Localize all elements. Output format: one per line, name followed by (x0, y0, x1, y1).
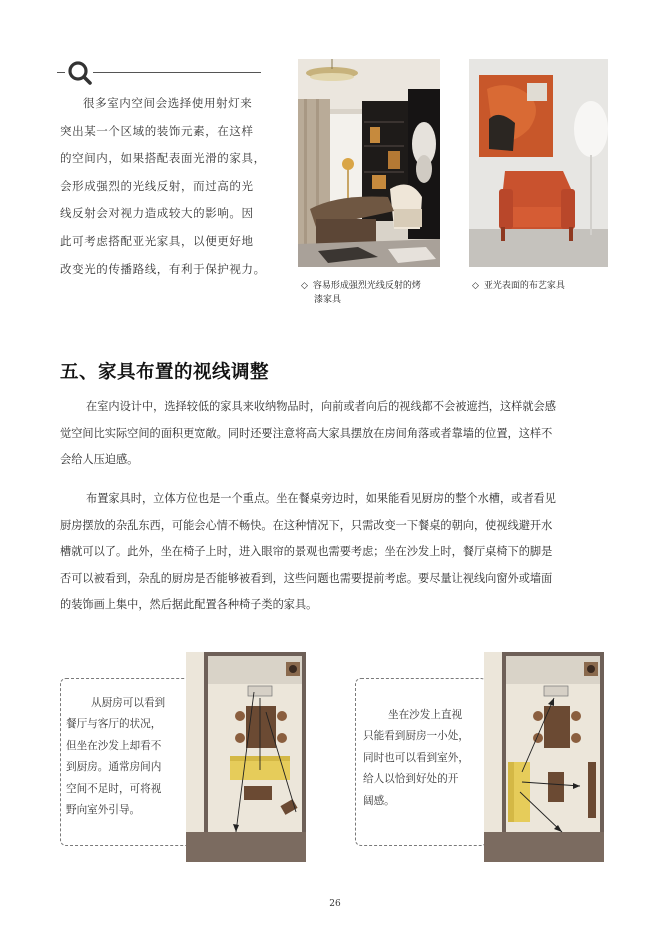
tip-line: 此可考虑搭配亚光家具，以便更好地 (60, 233, 254, 248)
callout-line: 只能看到厨房一小处， (363, 730, 469, 743)
tip-line: 会形成强烈的光线反射，而过高的光 (60, 178, 254, 193)
tip-line: 改变光的传播路线，有利于保护视力。 (60, 261, 266, 276)
tip-text (60, 90, 266, 283)
section-title: 五、家具布置的视线调整 (60, 362, 270, 383)
floor-plan-1 (186, 652, 306, 862)
paragraph-line: 厨房摆放的杂乱东西，可能会心情不畅快。在这种情况下，只需改变一下餐桌的朝向，使视线避开水 (60, 518, 553, 532)
callout-line: 餐厅与客厅的状况， (66, 718, 162, 731)
photo-caption-lacquer (301, 279, 451, 307)
paragraph-1 (60, 394, 615, 474)
caption-line: 容易形成强烈光线反射的烤 (312, 281, 421, 291)
page-number: 26 (329, 899, 341, 909)
photo-fabric-armchair (469, 59, 608, 267)
paragraph-line: 槽就可以了。此外，坐在椅子上时，进入眼帘的景观也需要考虑；坐在沙发上时，餐厅桌椅下的脚是 (60, 545, 553, 558)
callout-line: 从厨房可以看到 (91, 697, 166, 709)
paragraph-line: 布置家具时，立体方位也是一个重点。坐在餐桌旁边时，如果能看见厨房的整个水槽，或者看见 (86, 492, 556, 505)
paragraph-line: 在室内设计中，选择较低的家具来收纳物品时，向前或者向后的视线都不会被遮挡，这样就会感 (86, 400, 556, 413)
callout-line: 坐在沙发上直视 (388, 709, 463, 721)
tip-line: 突出某一个区域的装饰元素，在这样 (60, 123, 254, 138)
diamond-bullet-icon: ◇ (301, 281, 308, 291)
callout-line: 给人以恰到好处的开 (363, 773, 459, 786)
caption-line: 亚光表面的布艺家具 (483, 281, 565, 291)
callout-line: 空间不足时，可将视 (66, 782, 162, 795)
caption-line: 漆家具 (314, 295, 342, 305)
tip-header (57, 60, 262, 86)
callout-line: 同时也可以看到室外， (363, 751, 469, 764)
paragraph-2 (60, 486, 615, 619)
paragraph-line: 否可以被看到，杂乱的厨房是否能够被看到，这些问题也需要提前考虑。要尽量让视线向窗外或墙面 (60, 571, 553, 585)
photo-caption-fabric (472, 279, 622, 293)
magnifier-icon (67, 60, 93, 86)
tip-header-dash (57, 72, 65, 73)
callout-line: 到厨房。通常房间内 (66, 761, 162, 774)
callout-text-2 (363, 705, 469, 812)
diamond-bullet-icon: ◇ (472, 281, 479, 291)
photo-lacquer-furniture (298, 59, 440, 267)
paragraph-line: 的装饰画上集中，然后据此配置各种椅子类的家具。 (60, 598, 318, 611)
paragraph-line: 会给人压迫感。 (60, 453, 139, 466)
tip-line: 线反射会对视力造成较大的影响。因 (60, 206, 254, 221)
tip-line: 很多室内空间会选择使用射灯来 (83, 96, 253, 110)
callout-line: 野向室外引导。 (66, 804, 141, 817)
tip-header-rule (93, 72, 261, 73)
paragraph-line: 觉空间比实际空间的面积更宽敞。同时还要注意将高大家具摆放在房间角落或者靠墙的位置，这样不 (60, 426, 553, 440)
callout-text-1 (66, 693, 165, 821)
floor-plan-2 (484, 652, 604, 862)
callout-line: 阔感。 (363, 794, 395, 807)
tip-line: 的空间内，如果搭配表面光滑的家具， (60, 151, 266, 166)
callout-line: 但坐在沙发上却看不 (66, 739, 162, 752)
